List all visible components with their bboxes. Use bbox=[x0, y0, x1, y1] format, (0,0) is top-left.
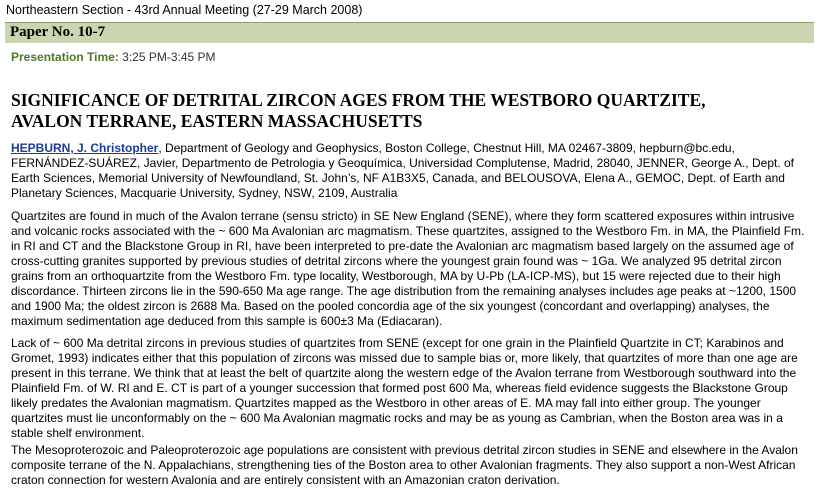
presentation-time-value: 3:25 PM-3:45 PM bbox=[122, 50, 216, 64]
presentation-time bbox=[11, 50, 216, 64]
abstract-paragraph-3: The Mesoproterozoic and Paleoproterozoic age populations are consistent with previous detrital zircon studies in SENE and elsewhere in the Avalon composite terrane of the N. Appalachians, strengthening ties of the Boston area to other Avalonian fragments. They also support a non-West African craton connection for western Avalonia and are entirely consistent with an Amazonian craton derivation. bbox=[11, 443, 798, 487]
title-line-1: SIGNIFICANCE OF DETRITAL ZIRCON AGES FROM THE WESTBORO QUARTZITE, bbox=[11, 90, 706, 110]
author-list bbox=[11, 141, 811, 201]
lead-author-link[interactable]: HEPBURN, J. Christopher bbox=[11, 141, 159, 155]
paper-number: Paper No. 10-7 bbox=[10, 24, 106, 40]
abstract-title bbox=[11, 90, 811, 132]
presentation-time-label: Presentation Time: bbox=[11, 50, 119, 64]
paper-number-bar bbox=[5, 22, 814, 43]
author-affiliations: , Department of Geology and Geophysics, Boston College, Chestnut Hill, MA 02467-3809, hepburn@bc.edu, FERNÁNDEZ-SUÁREZ, Javier, Departmento de Petrologia y Geoquímica, Universidad Complutense, Madrid, 28040, JENNER, George A., Dept. of Earth Sciences, Memorial University of Newfoundland, St. John’s, NF A1B3X5, Canada, and BELOUSOVA, Elena A., GEMOC, Dept. of Earth and Planetary Sciences, Macquarie University, Sydney, NSW, 2109, Australia bbox=[11, 141, 794, 200]
meeting-title: Northeastern Section - 43rd Annual Meeting (27-29 March 2008) bbox=[6, 3, 363, 17]
abstract-paragraph-1: Quartzites are found in much of the Avalon terrane (sensu stricto) in SE New England (SENE), where they form scattered exposures within intrusive and volcanic rocks associated with the ~ 600 Ma Avalonian arc magmatism. These quartzites, assigned to the Westboro Fm. in MA, the Plainfield Fm. in RI and CT and the Blackstone Group in RI, have been interpreted to pre-date the Avalonian arc magmatism based largely on the assumed age of cross-cutting granites supported by previous studies of detrital zircons where the youngest grain found was ~ 1Ga. We analyzed 95 detrital zircon grains from an orthoquartzite from the Westboro Fm. type locality, Westborough, MA by U-Pb (LA-ICP-MS), but 15 were rejected due to their high discordance. Thirteen zircons lie in the 590-650 Ma age range. The age distribution from the remaining analyses includes age peaks at ~1200, 1500 and 1900 Ma; the oldest zircon is 2688 Ma. Based on the pooled concordia age of the six youngest (concordant and overlapping) analyses, the maximum sedimentation age deduced from this sample is 600±3 Ma (Ediacaran). bbox=[11, 209, 805, 328]
abstract-paragraph-2: Lack of ~ 600 Ma detrital zircons in previous studies of quartzites from SENE (except for one grain in the Plainfield Quartzite in CT; Karabinos and Gromet, 1993) indicates either that this population of zircons was missed due to sample bias or, more likely, that quartzites of more than one age are present in this terrane. We think that at least the belt of quartzite along the western edge of the Avalon terrane from Westborough southward into the Plainfield Fm. of W. RI and E. CT is part of a younger succession that formed post 600 Ma, whereas field evidence suggests the Blackstone Group likely predates the Avalonian magmatism. Quartzites mapped as the Westboro in other areas of E. MA may fall into either group. The younger quartzites must lie unconformably on the ~ 600 Ma Avalonian magmatic rocks and may be as young as Cambrian, when the Boston area was in a stable shelf environment. bbox=[11, 336, 798, 440]
title-line-2: AVALON TERRANE, EASTERN MASSACHUSETTS bbox=[11, 111, 423, 131]
